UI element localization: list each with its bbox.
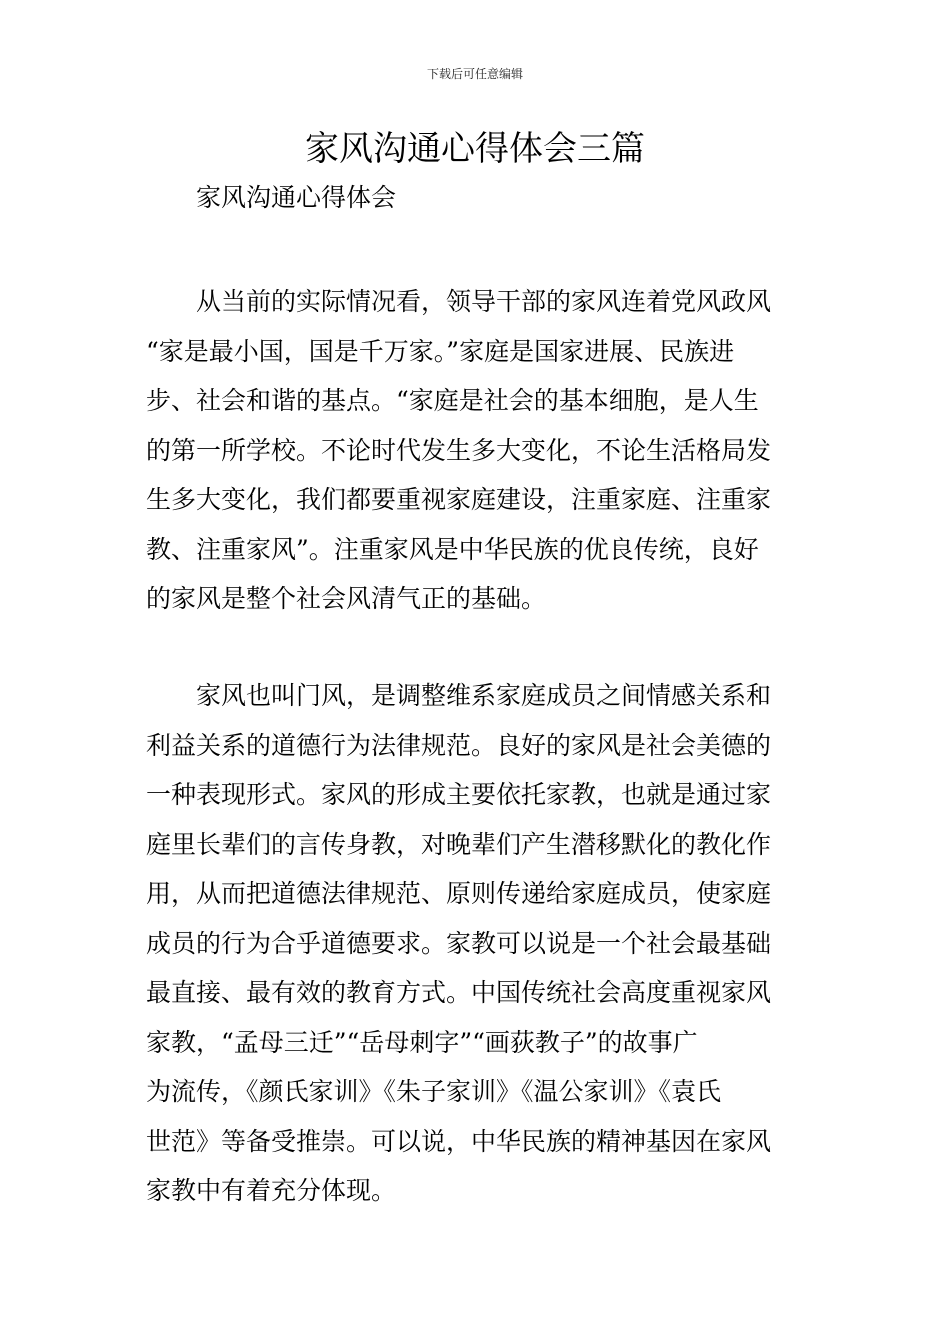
paragraph-line: 的第一所学校。不论时代发生多大变化，不论生活格局发 (146, 435, 772, 465)
paragraph-line: 用，从而把道德法律规范、原则传递给家庭成员，使家庭 (146, 879, 772, 908)
paragraph-2 (146, 671, 808, 1216)
paragraph-line: 为流传，《颜氏家训》《朱子家训》《温公家训》《袁氏 (146, 1077, 722, 1106)
document-subtitle: 家风沟通心得体会 (196, 183, 397, 212)
paragraph-line: 从当前的实际情况看，领导干部的家风连着党风政风 (196, 287, 772, 316)
paragraph-line: 家教中有着充分体现。 (146, 1176, 397, 1205)
paragraph-line: 家风也叫门风，是调整维系家庭成员之间情感关系和 (196, 681, 772, 710)
paragraph-line: 生多大变化，我们都要重视家庭建设，注重家庭、注重家 (146, 485, 772, 514)
paragraph-line: 最直接、最有效的教育方式。中国传统社会高度重视家风 (146, 978, 772, 1007)
paragraph-line: 家教，“孟母三迁”“岳母刺字”“画荻教子”的故事广 (146, 1027, 698, 1057)
paragraph-line: 教、注重家风”。注重家风是中华民族的优良传统，良好 (146, 534, 759, 564)
document-title: 家风沟通心得体会三篇 (305, 129, 645, 169)
paragraph-line: 一种表现形式。家风的形成主要依托家教，也就是通过家 (146, 780, 772, 809)
paragraph-line: 步、社会和谐的基点。“家庭是社会的基本细胞，是人生 (146, 386, 759, 415)
paragraph-line: 成员的行为合乎道德要求。家教可以说是一个社会最基础 (146, 928, 772, 958)
paragraph-line: “家是最小国，国是千万家。”家庭是国家进展、民族进 (146, 336, 735, 366)
paragraph-line: 世范》等备受推崇。可以说，中华民族的精神基因在家风 (146, 1126, 772, 1156)
header-note: 下载后可任意编辑 (426, 67, 523, 81)
paragraph-line: 利益关系的道德行为法律规范。良好的家风是社会美德的 (146, 730, 772, 760)
paragraph-line: 庭里长辈们的言传身教，对晚辈们产生潜移默化的教化作 (146, 829, 772, 859)
paragraph-1 (146, 277, 808, 624)
paragraph-line: 的家风是整个社会风清气正的基础。 (146, 584, 547, 613)
